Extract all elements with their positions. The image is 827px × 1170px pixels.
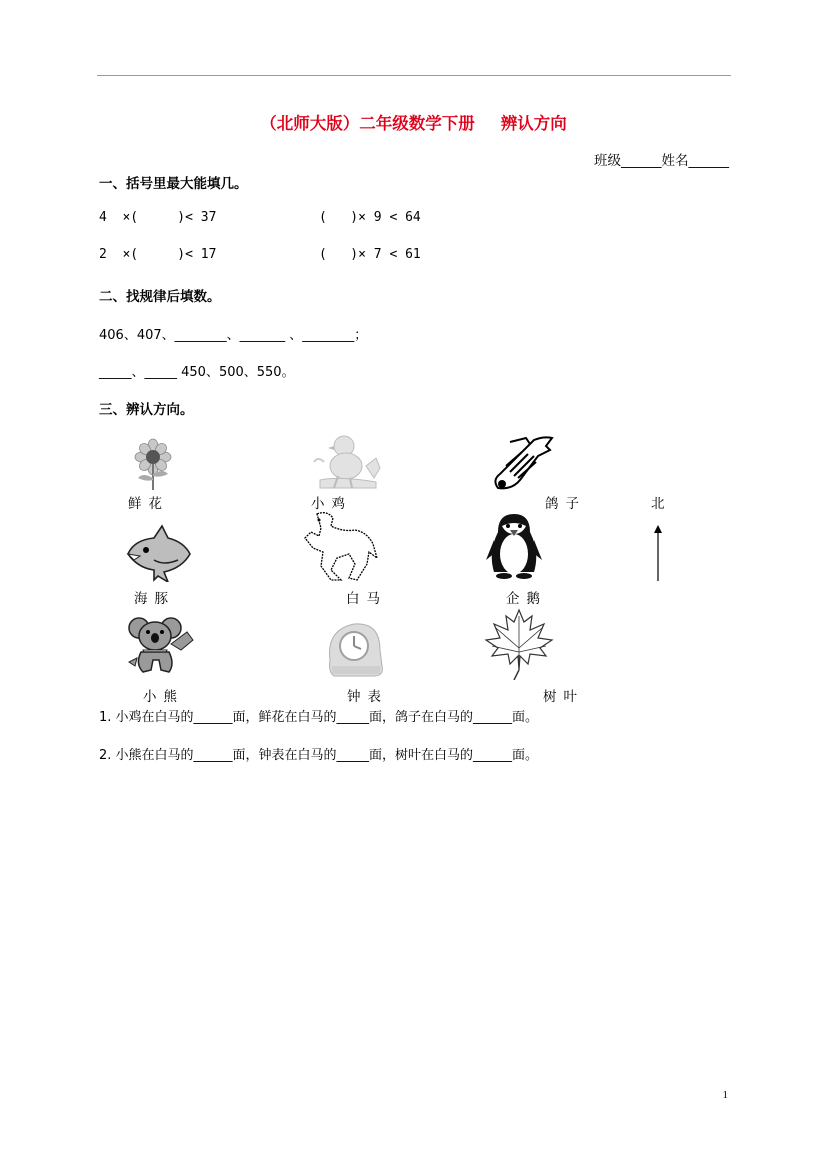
horse-icon <box>303 508 381 582</box>
section2-heading: 二、找规律后填数。 <box>99 289 221 305</box>
north-arrow-icon <box>652 525 664 581</box>
label-horse: 白马 <box>346 591 387 607</box>
penguin-icon <box>484 512 544 580</box>
maple-leaf-icon <box>484 608 554 680</box>
label-pigeon: 鸽子 <box>545 496 586 512</box>
question-1: 1. 小鸡在白马的______面，鲜花在白马的_____面，鸽子在白马的______面。 <box>99 710 539 725</box>
label-penguin: 企鹅 <box>506 591 547 607</box>
title-main: （北师大版）二年级数学下册 <box>260 114 475 133</box>
label-leaf: 树叶 <box>543 689 584 705</box>
problem-1a: 4 ×( )< 37 <box>99 210 217 225</box>
label-chick: 小鸡 <box>311 496 352 512</box>
pattern-line-2: _____、_____ 450、500、550。 <box>99 365 295 380</box>
flower-icon <box>128 438 178 490</box>
question-2: 2. 小熊在白马的______面，钟表在白马的_____面，树叶在白马的______面。 <box>99 748 539 763</box>
section3-heading: 三、辨认方向。 <box>99 402 194 418</box>
label-north: 北 <box>651 496 665 512</box>
title-topic: 辨认方向 <box>500 114 567 133</box>
label-bear: 小熊 <box>143 689 184 705</box>
chick-icon <box>310 432 382 490</box>
problem-1b: ( )× 9 < 64 <box>319 210 421 225</box>
koala-icon <box>127 614 197 678</box>
label-dolphin: 海豚 <box>134 591 175 607</box>
label-flower: 鲜花 <box>128 496 169 512</box>
page-number: 1 <box>722 1089 728 1101</box>
problem-2b: ( )× 7 < 61 <box>319 247 421 262</box>
clock-icon <box>324 620 386 678</box>
problem-2a: 2 ×( )< 17 <box>99 247 217 262</box>
section1-heading: 一、括号里最大能填几。 <box>99 176 248 192</box>
dolphin-icon <box>124 520 194 582</box>
header-rule <box>97 75 731 76</box>
label-clock: 钟表 <box>347 689 388 705</box>
pigeon-icon <box>490 434 556 494</box>
page-title <box>0 110 827 134</box>
pattern-line-1: 406、407、________、_______ 、________； <box>99 328 368 343</box>
class-name-field: 班级______姓名______ <box>594 153 729 169</box>
